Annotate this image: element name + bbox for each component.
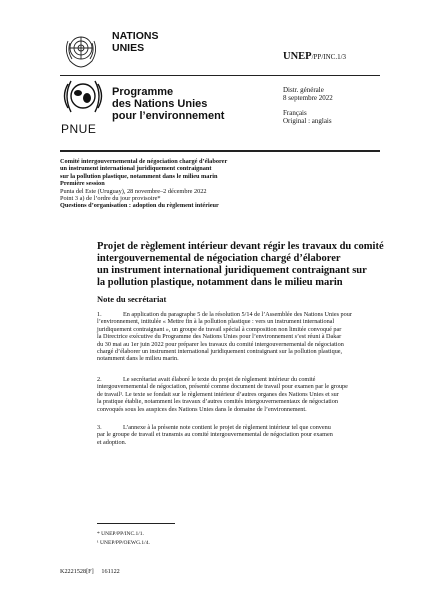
unep-emblem-icon [58, 76, 108, 120]
original-language: Original : anglais [283, 116, 332, 125]
paragraph-line: l’environnement, intitulée « Mettre fin à la pollution plastique : vers un instrument international [97, 318, 335, 326]
agenda-subject: Questions d’organisation : adoption du règlement intérieur [60, 202, 219, 210]
session-place: Punta del Este (Uruguay), 28 novembre–2 décembre 2022 [60, 187, 207, 195]
paragraph-line: convoqués sous les auspices des Nations Unies dans le domaine de l’environnement. [97, 405, 307, 413]
org-name [112, 30, 158, 54]
note-heading: Note du secrétariat [97, 294, 167, 304]
title-line2: intergouvernemental de négociation chargé d’élaborer [97, 253, 341, 264]
paragraph-3 [97, 424, 379, 446]
symbol-rest: /PP/INC.1/3 [311, 53, 347, 61]
org-name-line2: UNIES [112, 42, 145, 54]
symbol-prefix: UNEP [283, 51, 312, 62]
footnote-rule [97, 523, 175, 524]
programme-line2: des Nations Unies [112, 98, 208, 110]
paragraph-line: la Directrice exécutive du Programme des Nations Unies pour l’environnement s’est réuni à Dakar [97, 333, 342, 341]
title-line3: un instrument international juridiquement contraignant sur [97, 265, 367, 276]
programme-line3: pour l’environnement [112, 110, 225, 122]
paragraph-line: chargé d’élaborer un instrument international juridiquement contraignant sur la pollution plastique, [97, 348, 343, 356]
footnotes [97, 530, 150, 548]
distribution-block [283, 86, 333, 125]
paragraph-2 [97, 376, 379, 413]
paragraph-number: 3. [97, 424, 102, 431]
paragraph-number: 2. [97, 376, 102, 383]
footnote-star: * UNEP/PP/INC.1/1. [97, 531, 144, 537]
paragraph-1 [97, 311, 379, 363]
title-line1: Projet de règlement intérieur devant régir les travaux du comité [97, 241, 384, 252]
paragraph-line: juridiquement contraignant », un groupe de travail spécial à composition non limitée convoqué par [97, 325, 342, 333]
pnue-logo-text: PNUE [61, 122, 97, 136]
committee-line3: sur la pollution plastique, notamment dans le milieu marin [60, 172, 218, 180]
paragraph-line: de travail¹. Le texte se fondait sur le règlement intérieur d’autres organes des Nations Unies et sur [97, 390, 339, 398]
committee-line2: un instrument international juridiquement contraignant [60, 165, 212, 173]
un-emblem-icon [60, 29, 102, 71]
paragraph-line: Le secrétariat avait élaboré le texte du projet de règlement intérieur du comité [123, 376, 316, 383]
paragraph-line: la pratique établie, notamment les travaux d’autres comités intergouvernementaux de négociation [97, 398, 338, 406]
header-rule-bottom [60, 150, 380, 152]
distribution: Distr. générale [283, 86, 324, 94]
paragraph-line: L’annexe à la présente note contient le projet de règlement intérieur tel que convenu [123, 424, 331, 431]
title-line4: la pollution plastique, notamment dans le milieu marin [97, 277, 343, 288]
paragraph-line: intergouvernemental de négociation, présenté comme document de travail pour examen par le groupe [97, 383, 348, 391]
paragraph-number: 1. [97, 311, 102, 318]
org-name-line1: NATIONS [112, 30, 159, 42]
document-title [97, 241, 387, 289]
document-date: 8 septembre 2022 [283, 94, 333, 103]
language: Français [283, 108, 307, 117]
committee-block [60, 158, 340, 210]
paragraph-line: par le groupe de travail et transmis au comité intergouvernemental de négociation pour examen [97, 431, 333, 439]
session: Première session [60, 180, 105, 188]
agenda-item: Point 3 a) de l’ordre du jour provisoire* [60, 195, 161, 203]
paragraph-line: du 30 mai au 1er juin 2022 pour préparer les travaux du comité intergouvernemental de négociation [97, 340, 344, 348]
footnote-one: ¹ UNEP/PP/OEWG.1/4. [97, 540, 150, 546]
header-rule-top [60, 75, 380, 76]
document-job-number: K2221528[F] 161122 [60, 568, 120, 575]
programme-line1: Programme [112, 86, 174, 98]
programme-name [112, 86, 224, 122]
paragraph-line: En application du paragraphe 5 de la résolution 5/14 de l’Assemblée des Nations Unies pour [123, 311, 352, 318]
paragraph-line: notamment dans le milieu marin. [97, 355, 179, 363]
committee-line1: Comité intergouvernemental de négociation chargé d’élaborer [60, 158, 228, 165]
paragraph-line: et adoption. [97, 438, 127, 446]
document-symbol [283, 51, 346, 62]
